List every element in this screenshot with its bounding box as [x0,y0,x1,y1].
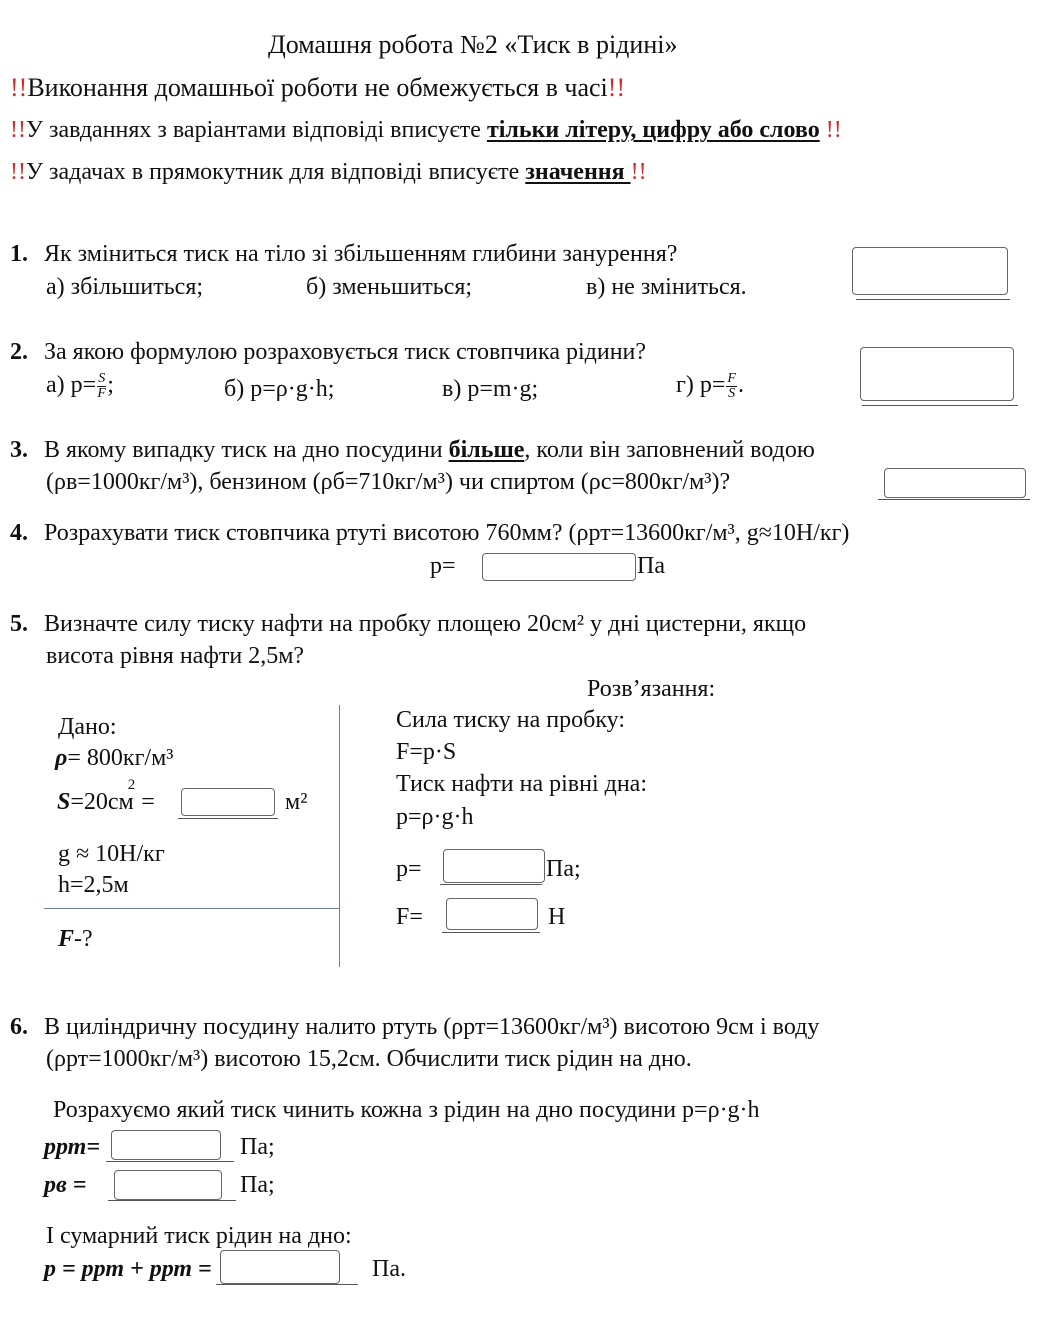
denominator: S [728,386,736,401]
answer-underline [108,1200,236,1201]
question-number: 5. [10,611,28,637]
exclamation-mark: !! [10,73,28,102]
question-number: 1. [10,241,28,267]
find-force [58,926,93,953]
question-number: 6. [10,1014,28,1040]
solution-title: Розв’язання: [587,676,716,702]
q5-line-2: висота рівня нафти 2,5м? [46,643,305,669]
density-symbol: ρ [55,745,68,771]
density-value: = 800кг/м³ [67,745,174,771]
note-variants [10,117,842,144]
solution-step-4: p=ρ·g·h [396,804,474,830]
q6-mercury-label [44,1134,100,1161]
q6-sum-formula [44,1256,212,1283]
area-symbol: S [57,789,71,815]
q6-water-unit: Па; [240,1172,275,1198]
q2-answer-box[interactable] [860,347,1014,401]
area-exponent: 2 [127,777,136,793]
question-6 [10,1014,819,1041]
sum-formula-text: p = pрт + pрт = [44,1256,212,1282]
note-variants-text: У завданнях з варіантами відповіді вписуєте [25,117,487,143]
question-3 [10,437,815,464]
answer-underline [442,932,540,933]
note-time [10,73,625,103]
exclamation-mark: !! [825,117,842,143]
question-text: Як зміниться тиск на тіло зі збільшенням глибини занурення? [44,241,678,267]
q6-water-label [44,1172,86,1199]
question-number: 3. [10,437,28,463]
note-variants-emphasis: тільки літеру, цифру або слово [486,117,820,143]
area-unit: м² [285,789,308,815]
q2-option-a [46,372,114,401]
page-title: Домашня робота №2 «Тиск в рідині» [268,30,678,59]
area-value: =20см [70,789,134,815]
formula-suffix: . [737,372,744,399]
answer-underline [440,884,542,885]
fraction [97,372,106,401]
q5-f-label: F= [396,904,423,930]
note-values-text: У задачах в прямокутник для відповіді вписуєте [25,159,526,185]
solution-step-3: Тиск нафти на рівні дна: [396,771,647,797]
find-question: -? [74,926,93,952]
given-height: h=2,5м [58,872,129,898]
answer-underline [216,1284,358,1285]
question-text: , коли він заповнений водою [524,437,815,463]
exclamation-mark: !! [630,159,647,185]
q2-option-d [676,372,744,401]
question-text: Розрахувати тиск стовпчика ртуті висотою 760мм? (ρрт=13600кг/м³, g≈10Н/кг) [44,520,850,546]
exclamation-mark: !! [10,117,26,143]
solution-step-2: F=p·S [396,739,457,765]
exclamation-mark: !! [607,73,626,102]
q2-option-b: б) p=ρ·g·h; [224,376,335,402]
note-values-emphasis: значення [525,159,631,185]
q4-p-label: p= [430,553,456,579]
denominator: F [97,386,106,401]
q6-water-answer-box[interactable] [114,1170,222,1200]
mercury-pressure-symbol: pрт= [44,1134,101,1160]
q6-mercury-unit: Па; [240,1134,275,1160]
q6-mercury-answer-box[interactable] [111,1130,221,1160]
given-divider-vertical [339,705,340,967]
question-text: Визначте силу тиску нафти на пробку площею 20см² у дні цистерни, якщо [44,611,807,637]
equals-sign: = [141,789,155,815]
answer-underline [178,818,278,819]
solution-step-1: Сила тиску на пробку: [396,707,626,733]
q6-calc-text: Розрахуємо який тиск чинить кожна з рідин на дно посудини p=ρ·g·h [53,1097,760,1123]
q5-area-answer-box[interactable] [181,788,275,816]
question-5 [10,611,806,638]
q3-answer-box[interactable] [884,468,1026,498]
question-4 [10,520,849,547]
question-2 [10,339,646,366]
given-divider-horizontal [44,908,340,909]
question-emphasis: більше [448,437,525,463]
formula-suffix: ; [107,372,114,399]
q3-line-2: (ρв=1000кг/м³), бензином (ρб=710кг/м³) чи спиртом (ρс=800кг/м³)? [46,469,731,495]
note-time-text: Виконання домашньої роботи не обмежується в часі [27,73,608,102]
answer-underline [856,299,1010,300]
q1-option-b: б) зменьшиться; [306,274,473,300]
question-text: В якому випадку тиск на дно посудини [44,437,449,463]
question-text: В циліндричну посудину налито ртуть (ρрт=13600кг/м³) висотою 9см і воду [44,1014,820,1040]
q6-sum-title: І сумарний тиск рідин на дно: [46,1223,352,1249]
question-text: За якою формулою розраховується тиск стовпчика рідини? [44,339,647,365]
fraction [726,372,737,401]
answer-underline [106,1161,234,1162]
question-number: 2. [10,339,28,365]
numerator: S [98,371,106,386]
answer-underline [862,405,1018,406]
q6-total-answer-box[interactable] [220,1250,340,1284]
q6-line-2: (ρрт=1000кг/м³) висотою 15,2см. Обчислити тиск рідин на дно. [46,1046,692,1072]
formula-prefix: г) p= [676,372,726,399]
given-title: Дано: [58,714,117,740]
q5-p-label: p= [396,856,422,882]
q5-force-answer-box[interactable] [446,898,538,930]
q2-option-c: в) p=m·g; [442,376,539,402]
q5-p-unit: Па; [546,856,581,882]
q5-pressure-answer-box[interactable] [443,849,545,883]
q4-answer-box[interactable] [482,553,636,581]
q1-option-c: в) не зміниться. [586,274,747,300]
given-gravity: g ≈ 10Н/кг [58,841,165,867]
answer-underline [878,499,1030,500]
q4-unit: Па [637,553,665,579]
given-density [55,745,173,772]
formula-prefix: а) p= [46,372,97,399]
question-1 [10,241,677,268]
q1-answer-box[interactable] [852,247,1008,295]
q1-option-a: а) збільшиться; [46,274,204,300]
q5-f-unit: Н [548,904,566,930]
given-area [57,777,155,816]
exclamation-mark: !! [10,159,26,185]
force-symbol: F [58,926,75,952]
note-values [10,159,647,186]
question-number: 4. [10,520,28,546]
numerator: F [727,371,736,386]
water-pressure-symbol: pв = [44,1172,87,1198]
q6-sum-unit: Па. [372,1256,406,1282]
